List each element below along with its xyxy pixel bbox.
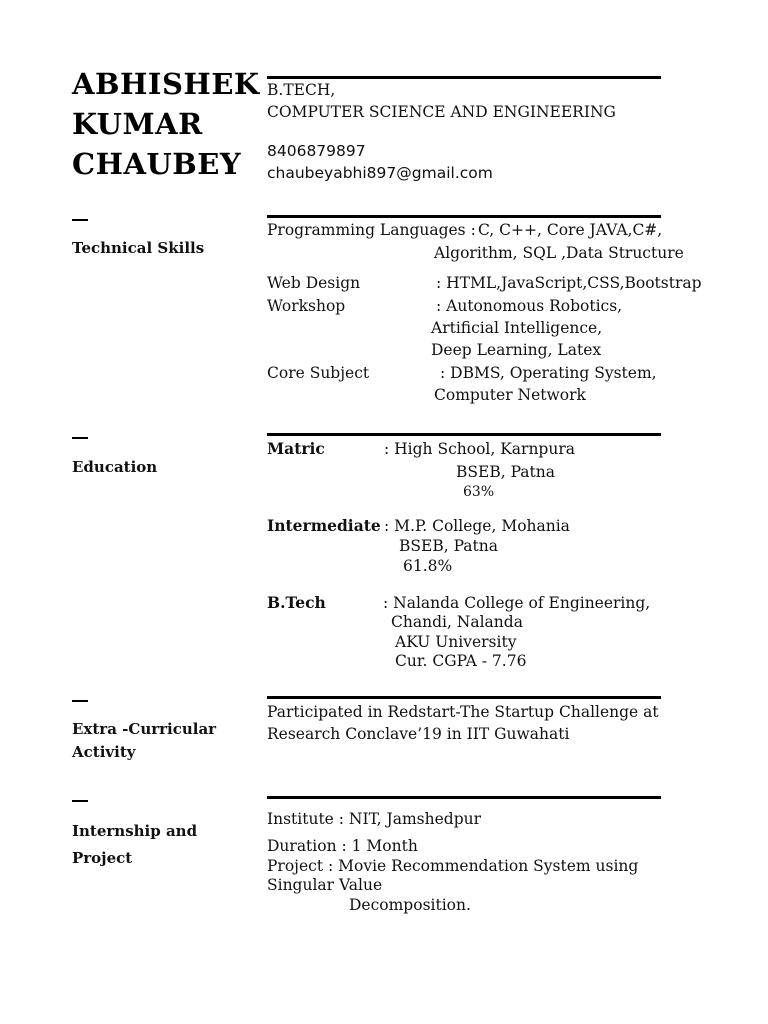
section-title-education: Education: [72, 458, 158, 476]
programming-value-2: Algorithm, SQL ,Data Structure: [434, 244, 684, 262]
internship-divider: [267, 796, 661, 799]
degree-text: B.TECH,: [267, 81, 336, 99]
matric-board: BSEB, Patna: [456, 463, 555, 481]
intermediate-label: Intermediate: [267, 516, 381, 535]
core-subject-value-1: : DBMS, Operating System,: [440, 364, 657, 382]
btech-college: : Nalanda College of Engineering,: [383, 594, 651, 612]
programming-label: Programming Languages :: [267, 221, 476, 239]
btech-university: AKU University: [395, 633, 517, 651]
btech-location: Chandi, Nalanda: [391, 613, 523, 631]
name-first: ABHISHEK: [72, 67, 260, 101]
section-title-extra: [72, 718, 216, 764]
intermediate-score: 61.8%: [403, 557, 453, 575]
matric-score: 63%: [463, 484, 495, 500]
section-title-internship: [72, 818, 197, 872]
internship-institute: Institute : NIT, Jamshedpur: [267, 810, 482, 828]
extra-activity-line2: Research Conclave’19 in IIT Guwahati: [267, 725, 570, 743]
education-divider: [267, 433, 661, 436]
programming-value-1: C, C++, Core JAVA,C#,: [478, 221, 663, 239]
section-title-extra-line2: Activity: [72, 743, 136, 761]
workshop-label: Workshop: [267, 297, 346, 315]
section-marker-extra: [72, 700, 88, 702]
workshop-value-3: Deep Learning, Latex: [431, 341, 602, 359]
extra-divider: [267, 696, 661, 699]
section-title-skills: Technical Skills: [72, 239, 205, 257]
email-address: chaubeyabhi897@gmail.com: [267, 164, 493, 182]
btech-cgpa: Cur. CGPA - 7.76: [395, 652, 527, 670]
core-subject-label: Core Subject: [267, 364, 370, 382]
branch-text: COMPUTER SCIENCE AND ENGINEERING: [267, 103, 616, 121]
section-title-internship-line2: Project: [72, 849, 133, 867]
workshop-value-1: : Autonomous Robotics,: [436, 297, 623, 315]
workshop-value-2: Artificial Intelligence,: [431, 319, 603, 337]
intermediate-college: : M.P. College, Mohania: [384, 517, 570, 535]
section-marker-skills: [72, 219, 88, 221]
extra-activity-line1: Participated in Redstart-The Startup Challenge at: [267, 703, 659, 721]
section-title-extra-line1: Extra -Curricular: [72, 720, 217, 738]
btech-label: B.Tech: [267, 593, 326, 612]
project-line2: Singular Value: [267, 876, 383, 894]
project-line1: Project : Movie Recommendation System using: [267, 857, 639, 875]
matric-school: : High School, Karnpura: [384, 440, 575, 458]
name-last: CHAUBEY: [72, 147, 242, 181]
section-marker-internship: [72, 800, 88, 802]
intermediate-board: BSEB, Patna: [399, 537, 498, 555]
skills-divider: [267, 215, 661, 218]
core-subject-value-2: Computer Network: [434, 386, 586, 404]
section-title-internship-line1: Internship and: [72, 822, 198, 840]
section-marker-education: [72, 437, 88, 439]
matric-label: Matric: [267, 439, 325, 458]
phone-number: 8406879897: [267, 142, 366, 160]
web-design-label: Web Design: [267, 274, 361, 292]
web-design-value: : HTML,JavaScript,CSS,Bootstrap: [436, 274, 702, 292]
internship-duration: Duration : 1 Month: [267, 837, 418, 855]
project-line3: Decomposition.: [349, 896, 471, 914]
name-middle: KUMAR: [72, 107, 203, 141]
candidate-name: [72, 64, 260, 184]
